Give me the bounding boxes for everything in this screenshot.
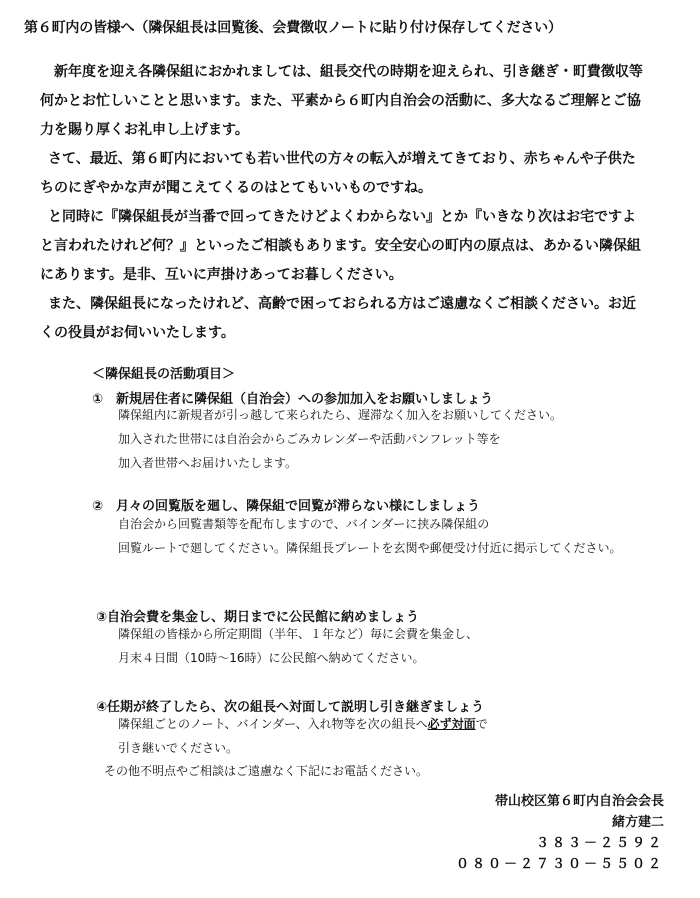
activity-item-2-heading: ② 月々の回覧版を廻し、隣保組で回覧が滞らない様にしましょう bbox=[92, 499, 481, 514]
paragraph-line: 新年度を迎え各隣保組におかれましては、組長交代の時期を迎えられ、引き継ぎ・町費徴収等 bbox=[40, 64, 643, 80]
signature-organization: 帯山校区第６町内自治会会長 bbox=[494, 794, 664, 809]
activity-item-1-body bbox=[118, 403, 562, 475]
activity-item-3-heading: ③自治会費を集金し、期日までに公民館に納めましょう bbox=[96, 610, 420, 625]
item-line bbox=[118, 712, 488, 736]
activity-item-1-heading: ① 新規居住者に隣保組（自治会）への参加加入をお願いしましょう bbox=[92, 392, 494, 407]
emphasis-text: 必ず対面 bbox=[427, 717, 476, 731]
activity-item-4-heading: ④任期が終了したら、次の組長へ対面して説明し引き継ぎましょう bbox=[96, 700, 485, 715]
signature-name: 緒方建二 bbox=[611, 815, 664, 830]
paragraph-line: と同時に『隣保組長が当番で回ってきたけどよくわからない』とか『いきなり次はお宅ですよ bbox=[34, 209, 636, 225]
intro-paragraph-4 bbox=[34, 290, 664, 348]
signature-phone-2: ０８０－２７３０－５５０２ bbox=[455, 857, 664, 872]
item-line: 隣保組内に新規者が引っ越して来られたら、遅滞なく加入をお願いしてください。 bbox=[118, 408, 563, 422]
item-line: 隣保組の皆様から所定期間（半年、１年など）毎に会費を集金し、 bbox=[118, 627, 479, 641]
activity-item-2-body bbox=[118, 512, 622, 560]
item-line: 引き継いでください。 bbox=[118, 741, 239, 755]
paragraph-line: さて、最近、第６町内においても若い世代の方々の転入が増えてきており、赤ちゃんや子供た bbox=[34, 151, 636, 167]
closing-note: その他不明点やご相談はご遠慮なく下記にお電話ください。 bbox=[104, 764, 429, 778]
activities-heading: ＜隣保組長の活動項目＞ bbox=[92, 367, 236, 382]
paragraph-line: ちのにぎやかな声が聞こえてくるのはとてもいいものですね。 bbox=[40, 180, 432, 196]
paragraph-line: にあります。是非、互いに声掛けあってお暮しください。 bbox=[40, 267, 403, 283]
item-line: 加入者世帯へお届けいたします。 bbox=[118, 456, 298, 470]
activity-item-3-body bbox=[118, 622, 478, 670]
paragraph-line: くの役員がお伺いいたします。 bbox=[40, 325, 235, 341]
intro-paragraph-2 bbox=[34, 145, 664, 203]
item-line-text: で bbox=[475, 717, 488, 731]
item-line: 月末４日間（10時～16時）に公民館へ納めてください。 bbox=[118, 651, 425, 665]
item-line: 自治会から回覧書類等を配布しますので、バインダーに挟み隣保組の bbox=[118, 517, 490, 531]
intro-paragraph-3 bbox=[34, 203, 664, 290]
paragraph-line: 力を賜り厚くお礼申し上げます。 bbox=[40, 122, 249, 138]
item-line: 回覧ルートで廻してください。隣保組長プレートを玄関や郵便受け付近に掲示してください。 bbox=[118, 541, 622, 555]
intro-paragraph-1 bbox=[40, 58, 670, 145]
signature-phone-1: ３８３－２５９２ bbox=[535, 836, 664, 851]
activity-item-4-body bbox=[118, 712, 488, 760]
item-line: 加入された世帯には自治会からごみカレンダーや活動パンフレット等を bbox=[118, 432, 501, 446]
paragraph-line: また、隣保組長になったけれど、高齢で困っておられる方はご遠慮なくご相談ください。お近 bbox=[34, 296, 636, 312]
paragraph-line: 何かとお忙しいことと思います。また、平素から６町内自治会の活動に、多大なるご理解とご協 bbox=[40, 93, 641, 109]
paragraph-line: と言われたけれど何？』といったご相談もあります。安全安心の町内の原点は、あかるい隣保組 bbox=[40, 238, 641, 254]
item-line-text: 隣保組ごとのノート、バインダー、入れ物等を次の組長へ bbox=[118, 717, 428, 731]
notice-title: 第６町内の皆様へ（隣保組長は回覧後、会費徴収ノートに貼り付け保存してください） bbox=[24, 20, 562, 36]
